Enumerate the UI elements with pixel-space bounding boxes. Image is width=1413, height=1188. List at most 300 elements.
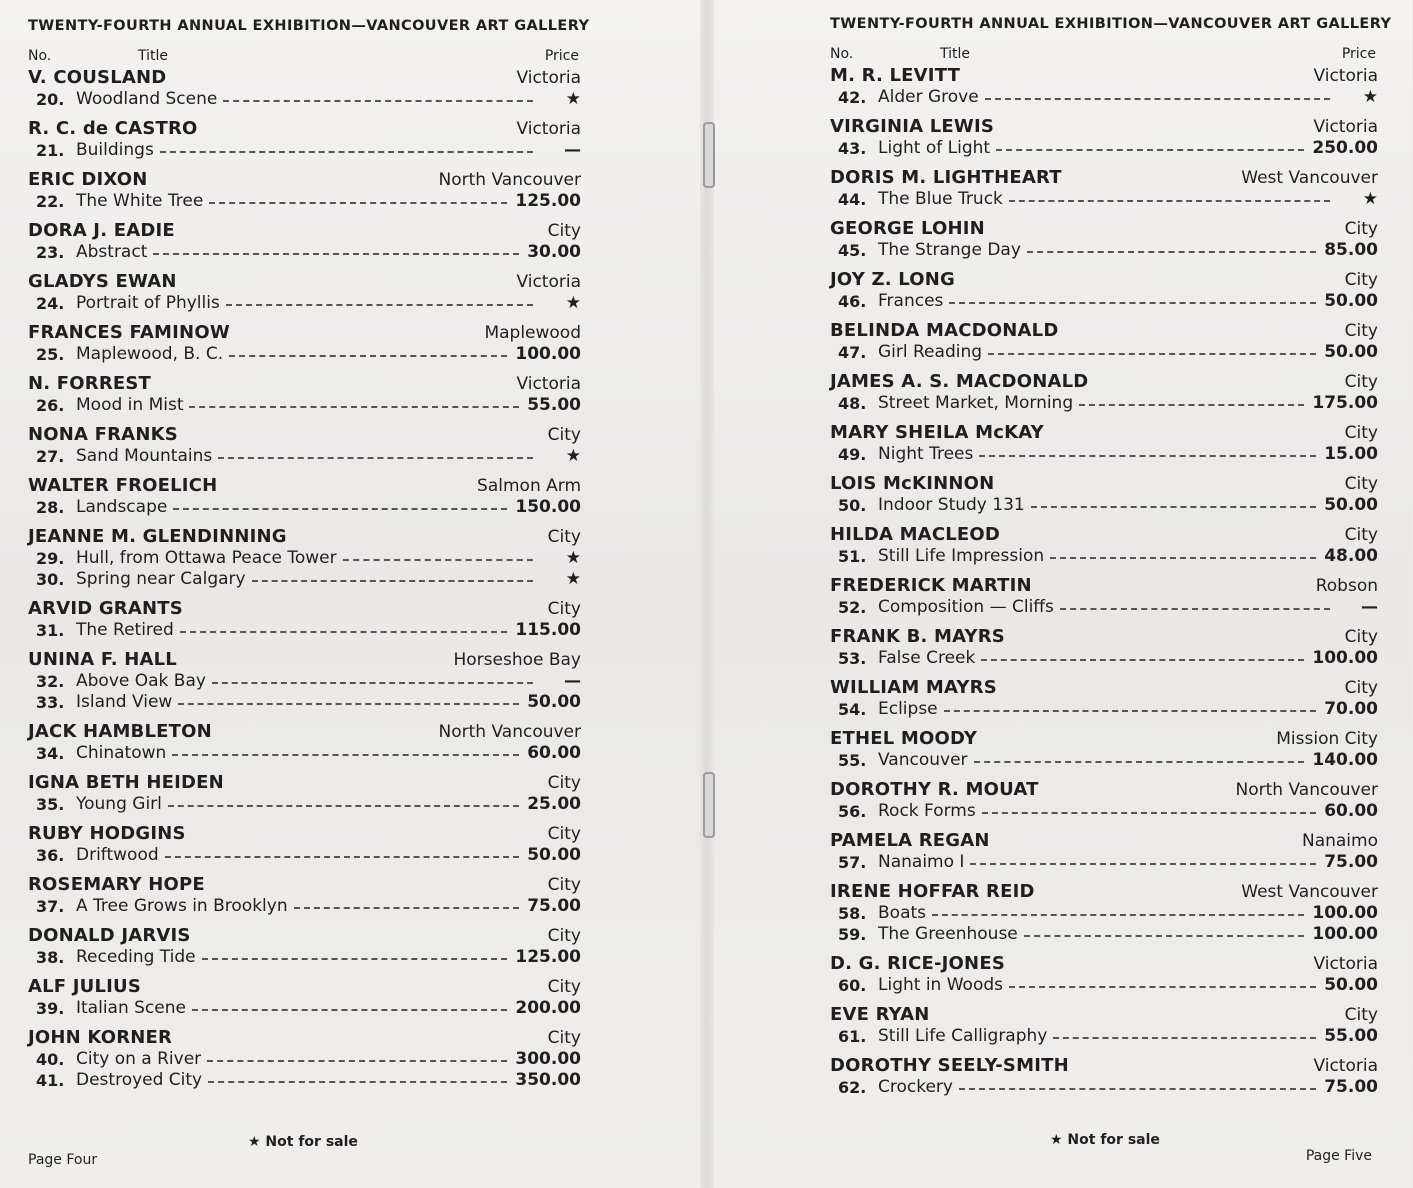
artist-name: GEORGE LOHIN (830, 218, 985, 239)
entry-spacer (830, 311, 1378, 317)
artwork-row (28, 946, 581, 967)
dotted-leader (1053, 1037, 1316, 1039)
artist-name: R. C. de CASTRO (28, 118, 198, 139)
artwork-price: 50.00 (1324, 975, 1378, 995)
column-no: No. (830, 46, 854, 62)
artwork-title: Young Girl (76, 794, 162, 814)
artwork-title: The Blue Truck (878, 189, 1003, 209)
entry-spacer (28, 109, 581, 115)
column-title: Title (138, 48, 169, 64)
entry-spacer (830, 770, 1378, 776)
artwork-title: Woodland Scene (76, 89, 218, 109)
artwork-number: 32. (36, 672, 65, 691)
artwork-number: 46. (838, 292, 867, 311)
artwork-price: ★ (1362, 189, 1378, 209)
artwork-row (28, 568, 581, 589)
artwork-number: 20. (36, 90, 65, 109)
artwork-row (28, 997, 581, 1018)
dotted-leader (212, 682, 533, 684)
artwork-price: 55.00 (527, 395, 581, 415)
artist-name: MARY SHEILA McKAY (830, 422, 1044, 443)
dotted-leader (982, 812, 1316, 814)
artist-location: Horseshoe Bay (453, 650, 581, 670)
artwork-row (830, 290, 1378, 311)
artwork-row (830, 923, 1378, 944)
artwork-price: ★ (1362, 87, 1378, 107)
artist-row (830, 64, 1378, 86)
page-number: Page Four (28, 1152, 98, 1168)
artwork-row (830, 800, 1378, 821)
artist-location: City (547, 773, 581, 793)
artwork-price: 100.00 (1312, 648, 1378, 668)
dotted-leader (1031, 506, 1317, 508)
dotted-leader (229, 355, 507, 357)
artwork-title: Landscape (76, 497, 168, 517)
artwork-number: 30. (36, 570, 65, 589)
column-headers (830, 46, 1378, 62)
artist-row (28, 1026, 581, 1048)
artist-location: City (547, 1028, 581, 1048)
dotted-leader (1079, 404, 1304, 406)
artwork-number: 37. (36, 897, 65, 916)
artwork-row (28, 343, 581, 364)
entry-spacer (28, 814, 581, 820)
entry-spacer (28, 916, 581, 922)
entry-spacer (28, 262, 581, 268)
artwork-number: 23. (36, 243, 65, 262)
dotted-leader (208, 1081, 507, 1083)
artist-entry (28, 597, 581, 646)
artwork-price: 175.00 (1312, 393, 1378, 413)
entry-spacer (830, 158, 1378, 164)
artist-location: Victoria (1313, 117, 1378, 137)
artwork-row (28, 844, 581, 865)
artist-entry (830, 421, 1378, 470)
artist-location: Maplewood (484, 323, 581, 343)
artist-entry (830, 625, 1378, 674)
artwork-price: 50.00 (527, 692, 581, 712)
artist-row (830, 778, 1378, 800)
artist-row (830, 1003, 1378, 1025)
artist-name: ALF JULIUS (28, 976, 142, 997)
artist-row (830, 421, 1378, 443)
artist-name: DOROTHY R. MOUAT (830, 779, 1039, 800)
artwork-number: 54. (838, 700, 867, 719)
dotted-leader (226, 304, 533, 306)
artwork-title: The White Tree (76, 191, 204, 211)
artist-row (28, 597, 581, 619)
artwork-price: 50.00 (1324, 495, 1378, 515)
artwork-row (28, 691, 581, 712)
entry-spacer (830, 566, 1378, 572)
artwork-price: ★ (565, 548, 581, 568)
artist-location: City (547, 425, 581, 445)
artist-entry (28, 372, 581, 421)
artwork-price: 70.00 (1324, 699, 1378, 719)
artist-location: West Vancouver (1241, 168, 1378, 188)
artwork-number: 55. (838, 751, 867, 770)
artwork-price: 75.00 (1324, 852, 1378, 872)
artist-entry (830, 217, 1378, 266)
artist-entry (830, 829, 1378, 878)
artist-location: City (1344, 1005, 1378, 1025)
artist-location: City (1344, 321, 1378, 341)
artist-row (830, 880, 1378, 902)
artwork-title: Alder Grove (878, 87, 979, 107)
artist-row (830, 574, 1378, 596)
artwork-title: Girl Reading (878, 342, 983, 362)
artist-entry (830, 370, 1378, 419)
artist-entry (830, 952, 1378, 1001)
artist-row (28, 873, 581, 895)
staple-icon (703, 772, 715, 838)
artist-name: NONA FRANKS (28, 424, 178, 445)
artwork-number: 56. (838, 802, 867, 821)
artwork-row (830, 749, 1378, 770)
artwork-row (830, 974, 1378, 995)
artwork-number: 49. (838, 445, 867, 464)
artist-location: City (547, 527, 581, 547)
artwork-price: — (564, 671, 581, 691)
artist-name: LOIS McKINNON (830, 473, 995, 494)
artist-row (28, 924, 581, 946)
staple-icon (703, 122, 715, 188)
dotted-leader (944, 710, 1317, 712)
artist-location: Victoria (516, 68, 581, 88)
artwork-title: Buildings (76, 140, 154, 160)
artist-row (28, 423, 581, 445)
artwork-price: 48.00 (1324, 546, 1378, 566)
artist-entry (830, 64, 1378, 113)
artwork-price: — (564, 140, 581, 160)
artist-entry (28, 168, 581, 217)
artist-name: UNINA F. HALL (28, 649, 177, 670)
artwork-number: 47. (838, 343, 867, 362)
artwork-number: 34. (36, 744, 65, 763)
artist-name: VIRGINIA LEWIS (830, 116, 995, 137)
artist-location: City (547, 599, 581, 619)
entry-spacer (830, 515, 1378, 521)
artwork-number: 43. (838, 139, 867, 158)
dotted-leader (970, 863, 1316, 865)
artist-row (830, 472, 1378, 494)
artwork-row (28, 292, 581, 313)
artist-entry (830, 727, 1378, 776)
artist-location: Victoria (1313, 66, 1378, 86)
artist-location: City (547, 977, 581, 997)
artist-name: BELINDA MACDONALD (830, 320, 1059, 341)
artwork-price: 100.00 (1312, 903, 1378, 923)
entry-spacer (830, 668, 1378, 674)
dotted-leader (979, 455, 1316, 457)
artwork-number: 51. (838, 547, 867, 566)
artist-entry (830, 676, 1378, 725)
entry-spacer (28, 640, 581, 646)
entry-spacer (830, 995, 1378, 1001)
not-for-sale-note: ★ Not for sale (1050, 1132, 1160, 1148)
artist-location: City (547, 824, 581, 844)
artist-name: FRANCES FAMINOW (28, 322, 230, 343)
artwork-row (830, 1025, 1378, 1046)
artwork-price: 50.00 (1324, 291, 1378, 311)
artist-location: City (1344, 219, 1378, 239)
artwork-title: Eclipse (878, 699, 938, 719)
artwork-row (28, 793, 581, 814)
artwork-number: 28. (36, 498, 65, 517)
artwork-price: ★ (565, 293, 581, 313)
artwork-number: 44. (838, 190, 867, 209)
artist-name: PAMELA REGAN (830, 830, 990, 851)
not-for-sale-note: ★ Not for sale (248, 1134, 358, 1150)
artwork-row (28, 742, 581, 763)
artwork-price: 300.00 (515, 1049, 581, 1069)
artwork-row (28, 241, 581, 262)
dotted-leader (153, 253, 519, 255)
column-no: No. (28, 48, 52, 64)
artist-entry (28, 975, 581, 1024)
artwork-number: 53. (838, 649, 867, 668)
artwork-title: Abstract (76, 242, 148, 262)
artwork-price: 150.00 (515, 497, 581, 517)
entry-spacer (28, 517, 581, 523)
dotted-leader (996, 149, 1304, 151)
artist-entry (28, 525, 581, 595)
artwork-number: 42. (838, 88, 867, 107)
artwork-number: 29. (36, 549, 65, 568)
artwork-price: ★ (565, 89, 581, 109)
artwork-price: ★ (565, 569, 581, 589)
artist-row (28, 66, 581, 88)
column-title: Title (940, 46, 971, 62)
artwork-row (28, 394, 581, 415)
artwork-number: 27. (36, 447, 65, 466)
artwork-row (830, 902, 1378, 923)
artist-entry (28, 924, 581, 973)
artist-name: M. R. LEVITT (830, 65, 961, 86)
artist-location: City (547, 221, 581, 241)
artist-entry (830, 523, 1378, 572)
artwork-number: 26. (36, 396, 65, 415)
artwork-row (28, 1048, 581, 1069)
artist-entry (28, 66, 581, 115)
artwork-row (830, 647, 1378, 668)
artwork-title: Light of Light (878, 138, 991, 158)
artist-name: ETHEL MOODY (830, 728, 978, 749)
artist-entry (830, 778, 1378, 827)
artwork-title: Indoor Study 131 (878, 495, 1025, 515)
dotted-leader (178, 703, 519, 705)
dotted-leader (173, 508, 507, 510)
artwork-title: Receding Tide (76, 947, 196, 967)
artwork-row (830, 239, 1378, 260)
artist-entry (28, 117, 581, 166)
artwork-row (830, 188, 1378, 209)
artist-name: D. G. RICE-JONES (830, 953, 1005, 974)
dotted-leader (218, 457, 533, 459)
column-headers (28, 48, 581, 64)
artwork-row (830, 698, 1378, 719)
dotted-leader (180, 631, 508, 633)
entry-spacer (28, 313, 581, 319)
artwork-title: Hull, from Ottawa Peace Tower (76, 548, 337, 568)
artist-entry (28, 720, 581, 769)
artist-name: ARVID GRANTS (28, 598, 183, 619)
artist-location: Robson (1315, 576, 1378, 596)
entry-spacer (830, 872, 1378, 878)
artist-entry (28, 270, 581, 319)
artwork-title: False Creek (878, 648, 976, 668)
artwork-title: Island View (76, 692, 173, 712)
artist-name: JEANNE M. GLENDINNING (28, 526, 287, 547)
artist-name: IGNA BETH HEIDEN (28, 772, 224, 793)
artwork-row (28, 445, 581, 466)
artwork-price: 15.00 (1324, 444, 1378, 464)
dotted-leader (223, 100, 533, 102)
artist-location: Victoria (1313, 1056, 1378, 1076)
artwork-number: 21. (36, 141, 65, 160)
artist-entry (28, 321, 581, 370)
artist-entry (830, 880, 1378, 950)
artist-entry (830, 472, 1378, 521)
artwork-number: 31. (36, 621, 65, 640)
dotted-leader (1009, 200, 1330, 202)
artwork-price: 250.00 (1312, 138, 1378, 158)
artwork-number: 62. (838, 1078, 867, 1097)
artwork-number: 36. (36, 846, 65, 865)
artwork-title: Chinatown (76, 743, 167, 763)
artwork-number: 48. (838, 394, 867, 413)
dotted-leader (160, 151, 533, 153)
artist-entry (28, 771, 581, 820)
artwork-number: 61. (838, 1027, 867, 1046)
artwork-number: 24. (36, 294, 65, 313)
artwork-price: 100.00 (1312, 924, 1378, 944)
artwork-title: A Tree Grows in Brooklyn (76, 896, 288, 916)
artist-name: WILLIAM MAYRS (830, 677, 997, 698)
artist-location: City (1344, 423, 1378, 443)
artist-row (830, 319, 1378, 341)
dotted-leader (202, 958, 508, 960)
artist-row (28, 168, 581, 190)
dotted-leader (165, 856, 520, 858)
artwork-title: Above Oak Bay (76, 671, 206, 691)
artist-row (830, 268, 1378, 290)
entry-spacer (28, 211, 581, 217)
dotted-leader (1009, 986, 1316, 988)
artwork-price: 60.00 (1324, 801, 1378, 821)
artist-location: Victoria (1313, 954, 1378, 974)
artwork-number: 39. (36, 999, 65, 1018)
artwork-number: 59. (838, 925, 867, 944)
artist-entry (830, 268, 1378, 317)
artist-name: EVE RYAN (830, 1004, 930, 1025)
artwork-row (830, 1076, 1378, 1097)
artist-row (28, 648, 581, 670)
artwork-title: Night Trees (878, 444, 974, 464)
artist-location: North Vancouver (438, 170, 581, 190)
entry-spacer (28, 763, 581, 769)
artist-name: JAMES A. S. MACDONALD (830, 371, 1089, 392)
artwork-row (830, 86, 1378, 107)
artwork-title: Nanaimo I (878, 852, 965, 872)
artwork-price: 125.00 (515, 191, 581, 211)
artwork-title: Mood in Mist (76, 395, 184, 415)
artwork-number: 60. (838, 976, 867, 995)
artist-entry (28, 1026, 581, 1096)
artwork-number: 57. (838, 853, 867, 872)
artwork-title: Portrait of Phyllis (76, 293, 220, 313)
artwork-title: Crockery (878, 1077, 953, 1097)
entry-spacer (28, 415, 581, 421)
artist-name: ROSEMARY HOPE (28, 874, 205, 895)
artist-row (28, 270, 581, 292)
artwork-number: 38. (36, 948, 65, 967)
artist-location: City (1344, 525, 1378, 545)
dotted-leader (209, 202, 507, 204)
artwork-price: 60.00 (527, 743, 581, 763)
artist-entry (28, 873, 581, 922)
artwork-row (830, 392, 1378, 413)
artist-entry (830, 166, 1378, 215)
entry-spacer (28, 466, 581, 472)
artist-name: JOY Z. LONG (830, 269, 955, 290)
artwork-price: 25.00 (527, 794, 581, 814)
artist-row (28, 117, 581, 139)
artwork-row (28, 88, 581, 109)
artwork-price: 115.00 (515, 620, 581, 640)
artwork-title: Boats (878, 903, 927, 923)
dotted-leader (985, 98, 1330, 100)
artwork-price: 85.00 (1324, 240, 1378, 260)
artwork-title: The Retired (76, 620, 174, 640)
artwork-title: Street Market, Morning (878, 393, 1074, 413)
artwork-row (830, 851, 1378, 872)
artist-name: HILDA MACLEOD (830, 524, 1001, 545)
entry-spacer (830, 107, 1378, 113)
artist-row (830, 523, 1378, 545)
dotted-leader (932, 914, 1304, 916)
entry-spacer (28, 712, 581, 718)
artwork-number: 22. (36, 192, 65, 211)
artwork-price: 50.00 (527, 845, 581, 865)
artwork-title: City on a River (76, 1049, 202, 1069)
entry-spacer (830, 617, 1378, 623)
artwork-title: Still Life Calligraphy (878, 1026, 1048, 1046)
dotted-leader (168, 805, 519, 807)
artist-name: DONALD JARVIS (28, 925, 191, 946)
artwork-title: Italian Scene (76, 998, 186, 1018)
artist-entry (830, 1003, 1378, 1052)
artist-name: V. COUSLAND (28, 67, 167, 88)
artwork-title: Composition — Cliffs (878, 597, 1054, 617)
entry-spacer (28, 1090, 581, 1096)
artist-row (28, 975, 581, 997)
artwork-title: Frances (878, 291, 944, 311)
artist-entry (830, 1054, 1378, 1103)
entry-spacer (830, 1046, 1378, 1052)
dotted-leader (1024, 935, 1305, 937)
artist-location: Victoria (516, 374, 581, 394)
dotted-leader (981, 659, 1304, 661)
entry-spacer (830, 260, 1378, 266)
artist-name: WALTER FROELICH (28, 475, 218, 496)
artist-name: RUBY HODGINS (28, 823, 186, 844)
artwork-price: 55.00 (1324, 1026, 1378, 1046)
artist-location: West Vancouver (1241, 882, 1378, 902)
artist-location: North Vancouver (438, 722, 581, 742)
dotted-leader (1027, 251, 1316, 253)
entry-spacer (830, 1097, 1378, 1103)
